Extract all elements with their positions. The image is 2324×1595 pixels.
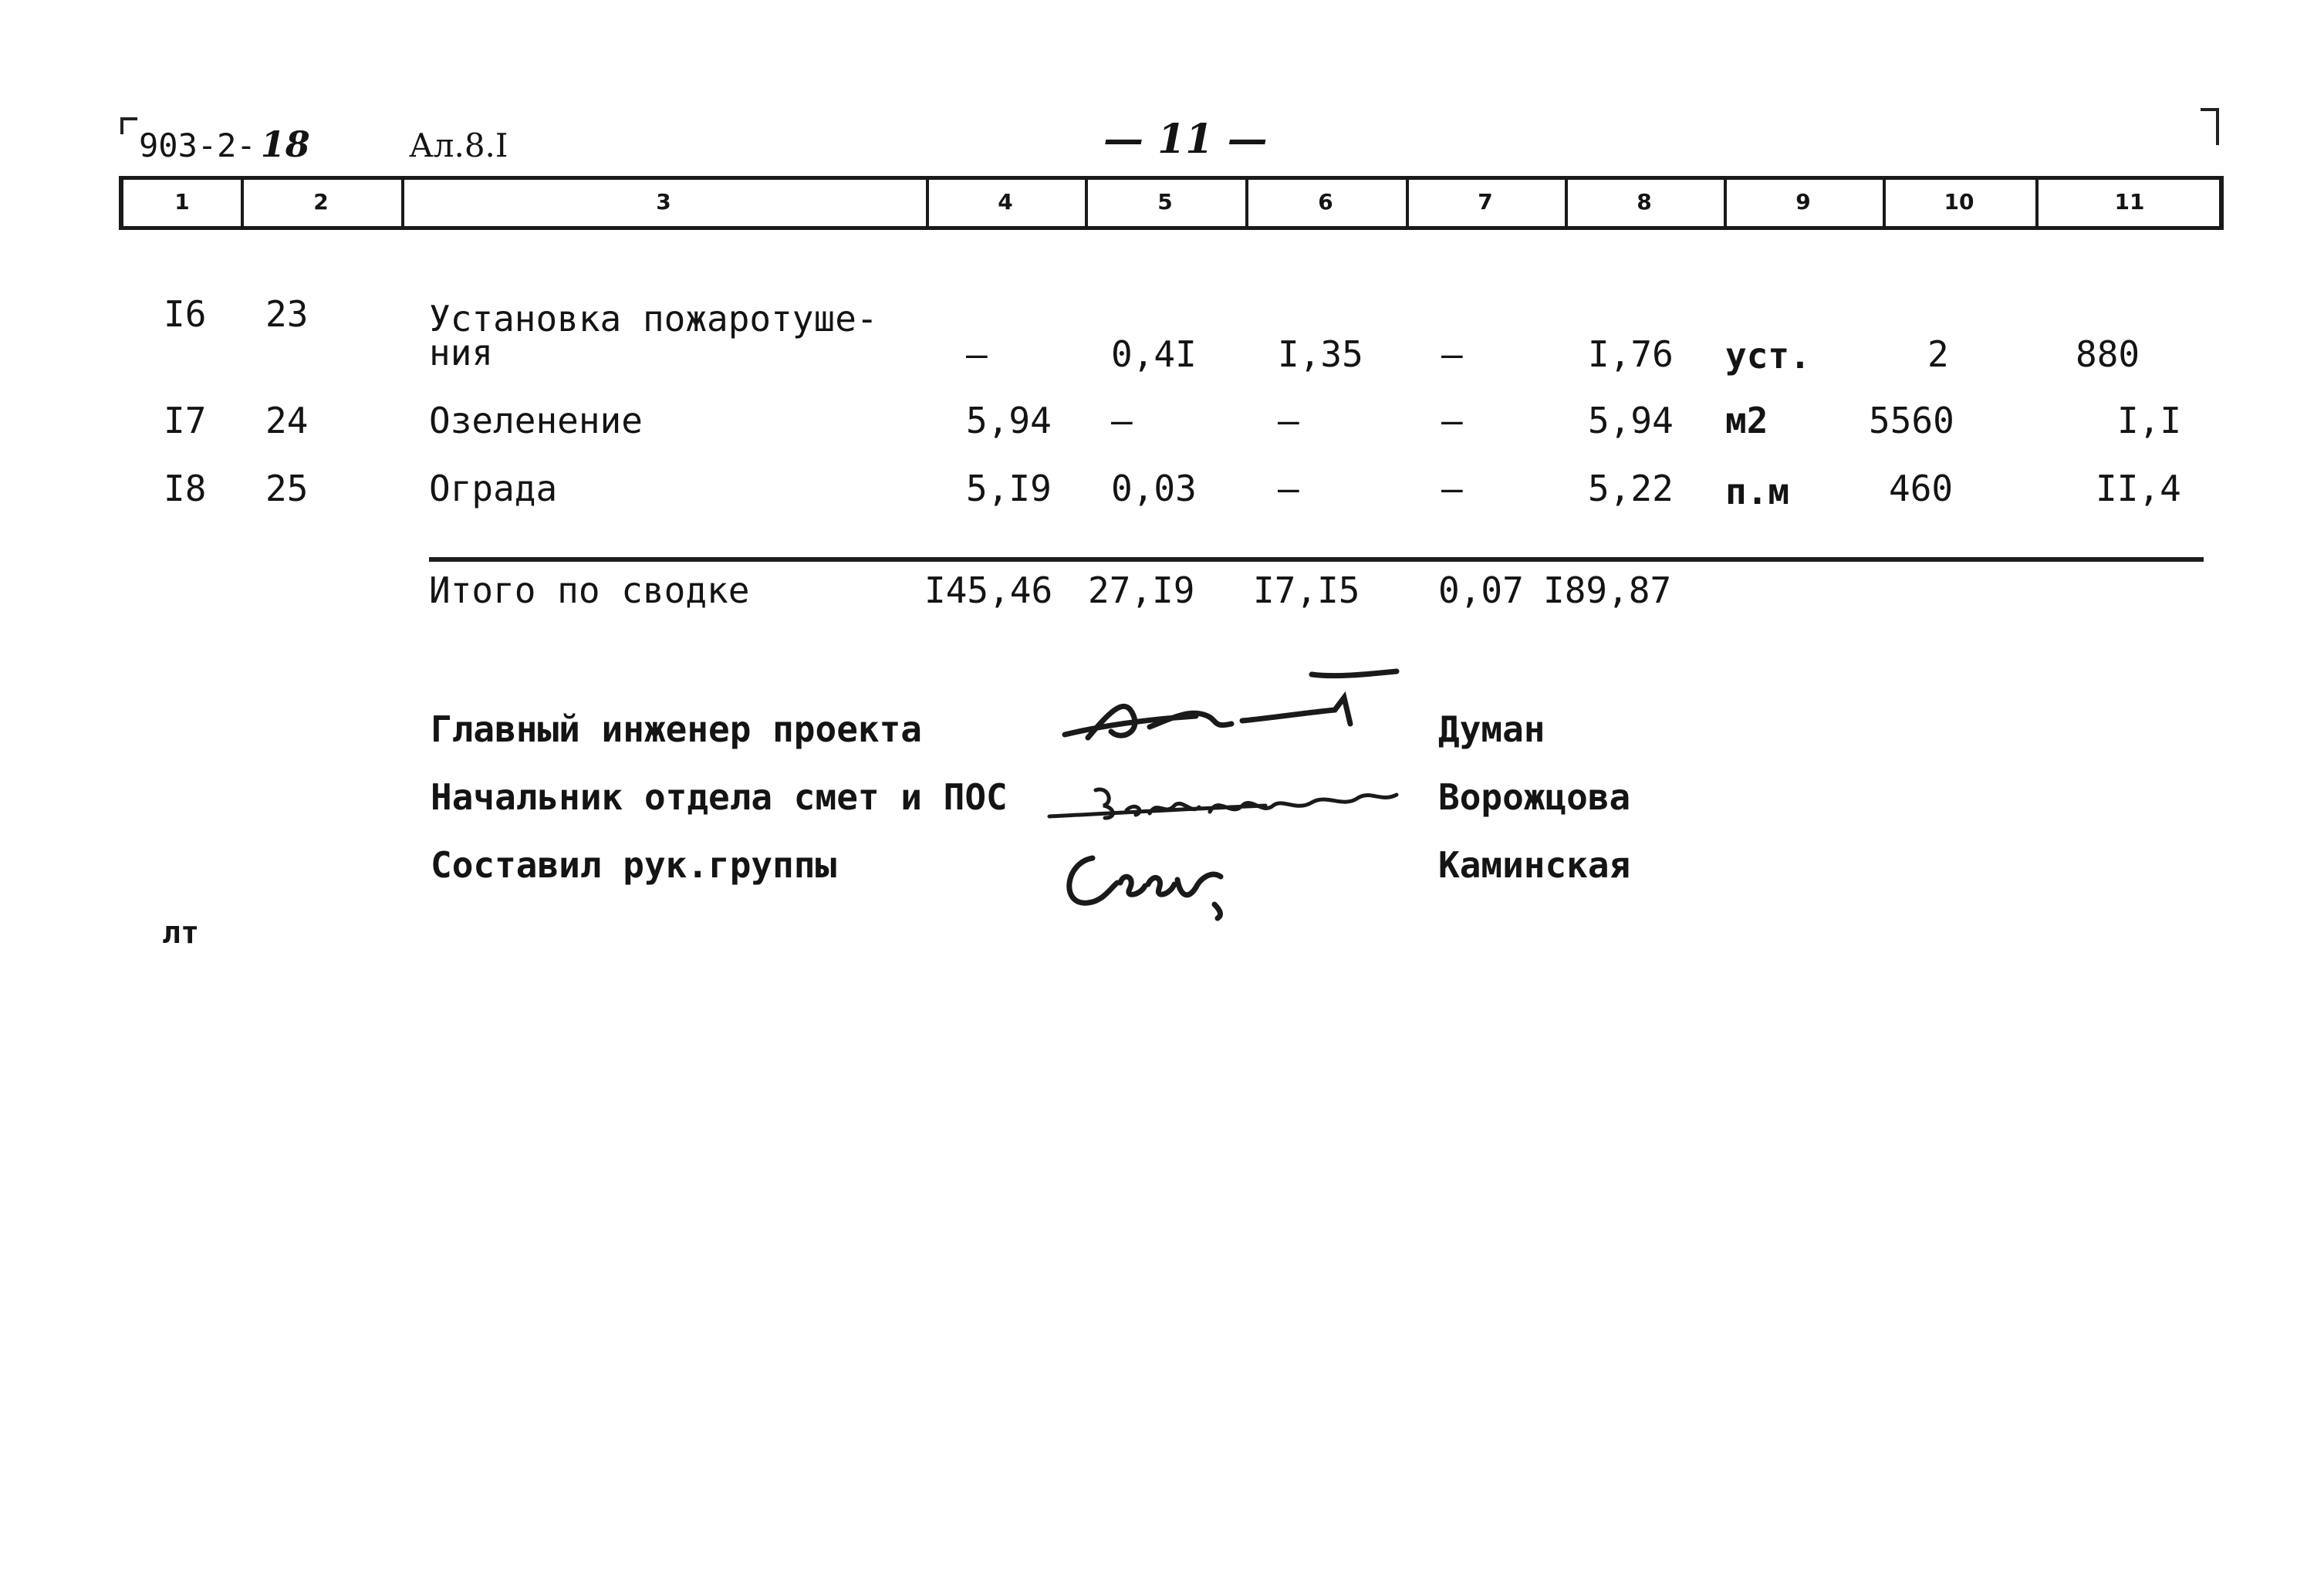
page-number: — 11 — bbox=[1103, 116, 1268, 163]
cell-col8: I,76 bbox=[1588, 333, 1674, 375]
column-number: 11 bbox=[2114, 189, 2145, 215]
column-number: 7 bbox=[1478, 189, 1493, 215]
row-name-continued: ния bbox=[429, 332, 494, 373]
signer-role: Составил рук.группы bbox=[431, 844, 837, 886]
cell-col5: 0,4I bbox=[1111, 333, 1197, 375]
album-number: Ал.8.I bbox=[409, 127, 508, 164]
column-number: 8 bbox=[1637, 189, 1652, 215]
column-number: 10 bbox=[1944, 189, 1974, 215]
cell-col11: I,I bbox=[2117, 400, 2182, 441]
cell-col4: 5,94 bbox=[966, 400, 1052, 441]
typist-mark: лт bbox=[162, 915, 200, 951]
cell-col4: – bbox=[966, 333, 988, 375]
cell-col9-unit: уст. bbox=[1725, 335, 1811, 377]
row-name: Установка пожаротуше- bbox=[429, 298, 878, 340]
document-code-printed: 903-2- bbox=[139, 127, 256, 164]
cell-col6: I,35 bbox=[1278, 333, 1363, 375]
signer-role: Начальник отдела смет и ПОС bbox=[431, 776, 1008, 818]
column-number: 9 bbox=[1795, 189, 1811, 215]
corner-mark-left bbox=[120, 117, 137, 134]
column-number: 2 bbox=[313, 189, 329, 215]
cell-col6: – bbox=[1278, 468, 1299, 509]
column-number: 3 bbox=[656, 189, 671, 215]
column-number-bar bbox=[119, 176, 2224, 230]
handwritten-signature-compiler bbox=[1049, 841, 1281, 926]
column-separator bbox=[1724, 180, 1727, 226]
total-col7: 0,07 bbox=[1438, 569, 1524, 611]
signer-name: Думан bbox=[1438, 708, 1545, 750]
column-number: 4 bbox=[998, 189, 1013, 215]
total-col8: I89,87 bbox=[1543, 569, 1672, 611]
document-code bbox=[139, 123, 310, 165]
column-separator bbox=[926, 180, 929, 226]
column-separator bbox=[401, 180, 404, 226]
cell-col7: – bbox=[1441, 333, 1463, 375]
cell-col9-unit: м2 bbox=[1725, 400, 1768, 441]
signer-name: Ворожцова bbox=[1438, 776, 1631, 818]
column-number: 6 bbox=[1318, 189, 1333, 215]
total-col5: 27,I9 bbox=[1088, 569, 1195, 611]
signer-name: Каминская bbox=[1438, 844, 1631, 886]
column-separator bbox=[1883, 180, 1886, 226]
total-label: Итого по сводке bbox=[429, 569, 750, 611]
cell-col10: 2 bbox=[1927, 333, 1949, 375]
column-separator bbox=[2035, 180, 2039, 226]
row-name: Озеленение bbox=[429, 400, 643, 441]
total-col4: I45,46 bbox=[924, 569, 1053, 611]
cell-col7: – bbox=[1441, 468, 1463, 509]
row-name: Ограда bbox=[429, 468, 558, 509]
cell-col8: 5,94 bbox=[1588, 400, 1674, 441]
corner-mark-right bbox=[2201, 108, 2219, 145]
total-col6: I7,I5 bbox=[1253, 569, 1360, 611]
handwritten-signature-estimates-head bbox=[1034, 772, 1420, 841]
column-separator bbox=[1245, 180, 1248, 226]
cell-col10: 5560 bbox=[1869, 400, 1954, 441]
total-divider-line bbox=[429, 557, 2204, 562]
signer-role: Главный инженер проекта bbox=[431, 708, 922, 750]
cell-col11: 880 bbox=[2076, 333, 2140, 375]
cell-col5: 0,03 bbox=[1111, 468, 1197, 509]
cell-col8: 5,22 bbox=[1588, 468, 1674, 509]
row-number-1: I8 bbox=[164, 468, 207, 509]
row-number-1: I6 bbox=[164, 293, 207, 335]
document-code-handwritten: 18 bbox=[260, 123, 310, 165]
column-separator bbox=[1085, 180, 1088, 226]
column-number: 1 bbox=[174, 189, 190, 215]
row-number-2: 23 bbox=[265, 293, 309, 335]
cell-col7: – bbox=[1441, 400, 1463, 441]
cell-col6: – bbox=[1278, 400, 1299, 441]
column-separator bbox=[1406, 180, 1409, 226]
row-number-2: 24 bbox=[265, 400, 309, 441]
row-number-1: I7 bbox=[164, 400, 207, 441]
cell-col10: 460 bbox=[1889, 468, 1954, 509]
column-number: 5 bbox=[1157, 189, 1173, 215]
cell-col9-unit: п.м bbox=[1725, 471, 1790, 512]
cell-col5: – bbox=[1111, 400, 1133, 441]
cell-col4: 5,I9 bbox=[966, 468, 1052, 509]
column-separator bbox=[1565, 180, 1568, 226]
cell-col11: II,4 bbox=[2096, 468, 2181, 509]
row-number-2: 25 bbox=[265, 468, 309, 509]
handwritten-signature-chief-engineer bbox=[1057, 664, 1412, 756]
column-separator bbox=[241, 180, 244, 226]
